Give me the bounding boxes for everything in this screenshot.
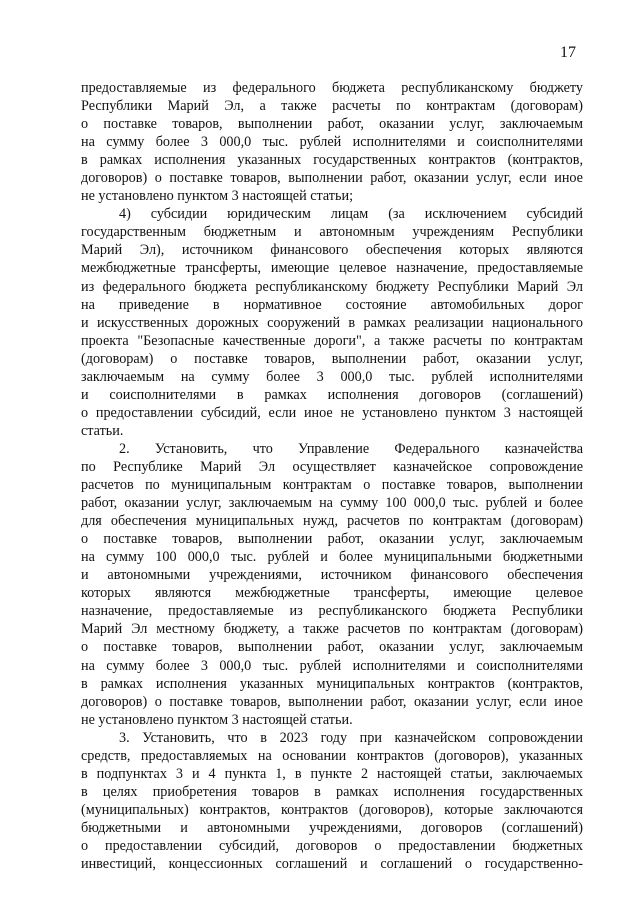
text-line: Марий Эл местному бюджету, а также расчетов по контрактам (договорам) <box>81 621 583 638</box>
text-line: в рамках исполнения указанных государственных контрактов (контрактов, <box>81 152 583 169</box>
text-line: на сумму более 3 000,0 тыс. рублей исполнителями и соисполнителями <box>81 657 583 674</box>
text-line: из федерального бюджета республиканскому бюджету Республики Марий Эл <box>81 278 583 295</box>
page-number: 17 <box>560 44 576 61</box>
text-line: договоров) о поставке товаров, выполнении работ, оказании услуг, если иное <box>81 170 583 187</box>
text-line: проекта "Безопасные качественные дороги", а также расчеты по контрактам <box>81 332 583 349</box>
text-line: которых являются межбюджетные трансферты, имеющие целевое <box>81 585 583 602</box>
text-line: в целях приобретения товаров в рамках исполнения государственных <box>81 783 583 800</box>
text-line: межбюджетные трансферты, имеющие целевое назначение, предоставляемые <box>81 260 583 277</box>
text-line: (договорам) о поставке товаров, выполнении работ, оказании услуг, <box>81 350 583 367</box>
text-line: расчетов по муниципальным контрактам о поставке товаров, выполнении <box>81 477 583 494</box>
text-line: не установлено пунктом 3 настоящей статьи. <box>81 711 353 728</box>
text-line: в подпунктах 3 и 4 пункта 1, в пункте 2 настоящей статьи, заключаемых <box>81 765 583 782</box>
text-line: предоставляемые из федерального бюджета республиканскому бюджету <box>81 80 583 96</box>
text-line: на сумму 100 000,0 тыс. рублей и более муниципальными бюджетными <box>81 549 583 566</box>
text-line: Марий Эл), источником финансового обеспечения которых являются <box>81 242 583 259</box>
text-line: 4) субсидии юридическим лицам (за исключением субсидий <box>119 206 583 223</box>
text-line: инвестиций, концессионных соглашений и соглашений о государственно- <box>81 856 583 873</box>
text-line: средств, предоставляемых на основании контрактов (договоров), указанных <box>81 747 583 764</box>
text-line: на приведение в нормативное состояние автомобильных дорог <box>81 296 583 313</box>
text-line: о поставке товаров, выполнении работ, оказании услуг, заключаемым <box>81 639 583 656</box>
text-line: для обеспечения муниципальных нужд, расчетов по контрактам (договорам) <box>81 513 583 530</box>
text-line: и соисполнителями в рамках исполнения договоров (соглашений) <box>81 386 583 403</box>
text-line: государственным бюджетным и автономным учреждениям Республики <box>81 224 583 241</box>
text-line: не установлено пунктом 3 настоящей статьи; <box>81 188 354 205</box>
text-line: (муниципальных) контрактов, контрактов (договоров), которые заключаются <box>81 801 583 818</box>
text-line: статьи. <box>81 422 124 439</box>
text-line: по Республике Марий Эл осуществляет казначейское сопровождение <box>81 458 583 475</box>
text-line: на сумму более 3 000,0 тыс. рублей исполнителями и соисполнителями <box>81 134 583 151</box>
text-line: Республики Марий Эл, а также расчеты по контрактам (договорам) <box>81 98 583 115</box>
text-line: бюджетными и автономными учреждениями, договоров (соглашений) <box>81 819 583 836</box>
text-line: и искусственных дорожных сооружений в рамках реализации национального <box>81 314 583 331</box>
text-line: назначение, предоставляемые из республиканского бюджета Республики <box>81 603 583 620</box>
text-line: 2. Установить, что Управление Федерального казначейства <box>119 440 583 457</box>
text-line: о предоставлении субсидий, если иное не установлено пунктом 3 настоящей <box>81 404 583 421</box>
text-line: 3. Установить, что в 2023 году при казначейском сопровождении <box>119 729 583 746</box>
text-line: в рамках исполнения указанных муниципальных контрактов (контрактов, <box>81 675 583 692</box>
document-body <box>81 79 583 873</box>
text-line: заключаемым на сумму более 3 000,0 тыс. рублей исполнителями <box>81 368 583 385</box>
text-line: работ, оказании услуг, заключаемым на сумму 100 000,0 тыс. рублей и более <box>81 495 583 512</box>
text-line: договоров) о поставке товаров, выполнении работ, оказании услуг, если иное <box>81 693 583 710</box>
text-line: о предоставлении субсидий, договоров о предоставлении бюджетных <box>81 837 583 854</box>
text-line: и автономными учреждениями, источником финансового обеспечения <box>81 567 583 584</box>
text-line: о поставке товаров, выполнении работ, оказании услуг, заключаемым <box>81 116 583 133</box>
text-line: о поставке товаров, выполнении работ, оказании услуг, заключаемым <box>81 531 583 548</box>
